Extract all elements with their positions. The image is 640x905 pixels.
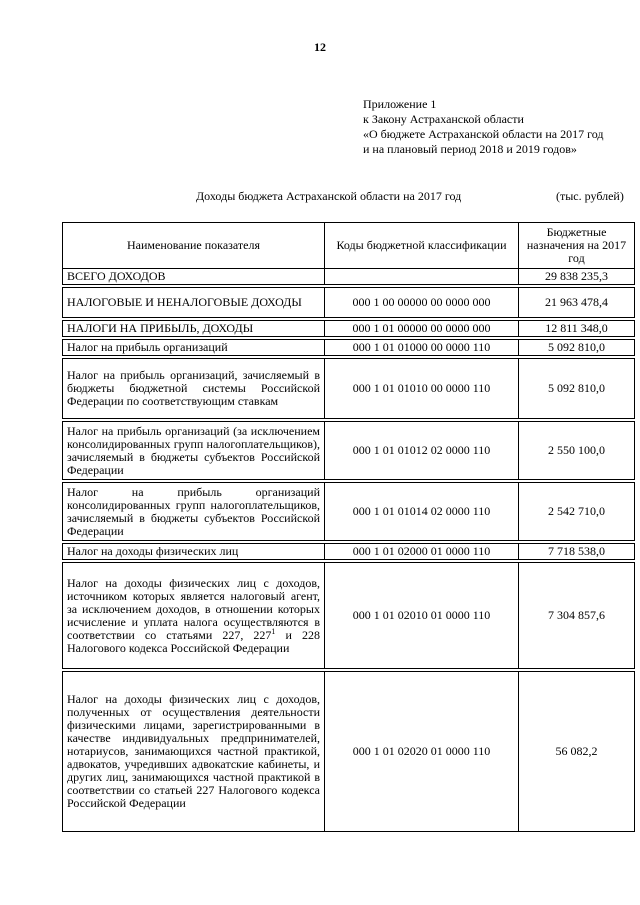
row-value: 2 550 100,0 bbox=[519, 422, 635, 480]
row-code: 000 1 01 01014 02 0000 110 bbox=[325, 483, 519, 541]
table-row bbox=[63, 359, 635, 419]
row-name: Налог на прибыль организаций bbox=[63, 340, 325, 356]
row-name: Налог на прибыль организаций (за исключением консолидированных групп налогоплательщиков), зачисляемый в бюджеты субъектов Российской Федерации bbox=[63, 422, 325, 480]
table-row bbox=[63, 288, 635, 318]
row-name: Налог на доходы физических лиц bbox=[63, 544, 325, 560]
table-row bbox=[63, 544, 635, 560]
table-header-row bbox=[63, 223, 635, 269]
row-name-text-end: и 228 Налогового кодекса Российской Федерации bbox=[67, 627, 320, 655]
row-name: Налог на прибыль организаций, зачисляемый в бюджеты бюджетной системы Российской Федерации по соответствующим ставкам bbox=[63, 359, 325, 419]
table-row bbox=[63, 422, 635, 480]
row-name-superscript: 1 bbox=[271, 626, 276, 636]
table-row bbox=[63, 321, 635, 337]
row-name: НАЛОГОВЫЕ И НЕНАЛОГОВЫЕ ДОХОДЫ bbox=[63, 288, 325, 318]
page-number: 12 bbox=[314, 40, 326, 54]
row-code: 000 1 01 01000 00 0000 110 bbox=[325, 340, 519, 356]
table-row bbox=[63, 563, 635, 669]
row-value: 5 092 810,0 bbox=[519, 340, 635, 356]
row-value: 21 963 478,4 bbox=[519, 288, 635, 318]
header-code: Коды бюджетной классификации bbox=[325, 223, 519, 269]
row-value: 5 092 810,0 bbox=[519, 359, 635, 419]
row-value: 2 542 710,0 bbox=[519, 483, 635, 541]
row-code: 000 1 01 02000 01 0000 110 bbox=[325, 544, 519, 560]
document-title: Доходы бюджета Астраханской области на 2017 год bbox=[196, 189, 462, 203]
table-row bbox=[63, 340, 635, 356]
row-name: Налог на доходы физических лиц с доходов, полученных от осуществления деятельности физическими лицами, зарегистрированными в качестве индивидуальных предпринимателей, нотариусов, занимающихся частной практикой, адвокатов, учредивших адвокатские кабинеты, и других лиц, занимающихся частной практикой в соответствии со статьей 227 Налогового кодекса Российской Федерации bbox=[63, 672, 325, 832]
header-value: Бюджетные назначения на 2017 год bbox=[519, 223, 635, 269]
units-label: (тыс. рублей) bbox=[556, 189, 624, 203]
appendix-line-4: и на плановый период 2018 и 2019 годов» bbox=[363, 142, 577, 156]
row-value: 12 811 348,0 bbox=[519, 321, 635, 337]
row-code: 000 1 00 00000 00 0000 000 bbox=[325, 288, 519, 318]
row-value: 7 718 538,0 bbox=[519, 544, 635, 560]
row-code bbox=[325, 269, 519, 285]
row-value: 29 838 235,3 bbox=[519, 269, 635, 285]
row-name: НАЛОГИ НА ПРИБЫЛЬ, ДОХОДЫ bbox=[63, 321, 325, 337]
row-value: 7 304 857,6 bbox=[519, 563, 635, 669]
row-code: 000 1 01 02010 01 0000 110 bbox=[325, 563, 519, 669]
row-value: 56 082,2 bbox=[519, 672, 635, 832]
appendix-line-2: к Закону Астраханской области bbox=[363, 112, 524, 126]
row-name bbox=[63, 563, 325, 669]
revenue-table bbox=[62, 222, 635, 832]
row-code: 000 1 01 00000 00 0000 000 bbox=[325, 321, 519, 337]
table-row bbox=[63, 483, 635, 541]
table-row bbox=[63, 672, 635, 832]
appendix-block bbox=[363, 97, 635, 157]
row-code: 000 1 01 02020 01 0000 110 bbox=[325, 672, 519, 832]
header-name: Наименование показателя bbox=[63, 223, 325, 269]
row-code: 000 1 01 01010 00 0000 110 bbox=[325, 359, 519, 419]
table-row bbox=[63, 269, 635, 285]
row-code: 000 1 01 01012 02 0000 110 bbox=[325, 422, 519, 480]
appendix-line-1: Приложение 1 bbox=[363, 97, 437, 111]
appendix-line-3: «О бюджете Астраханской области на 2017 год bbox=[363, 127, 604, 141]
row-name: Налог на прибыль организаций консолидированных групп налогоплательщиков, зачисляемый в бюджеты субъектов Российской Федерации bbox=[63, 483, 325, 541]
row-name-text: Налог на доходы физических лиц с доходов, источником которых является налоговый агент, за исключением доходов, в отношении которых исчисление и уплата налога осуществляются в соответствии со статьями 227, 227 bbox=[67, 575, 320, 642]
row-name: ВСЕГО ДОХОДОВ bbox=[63, 269, 325, 285]
